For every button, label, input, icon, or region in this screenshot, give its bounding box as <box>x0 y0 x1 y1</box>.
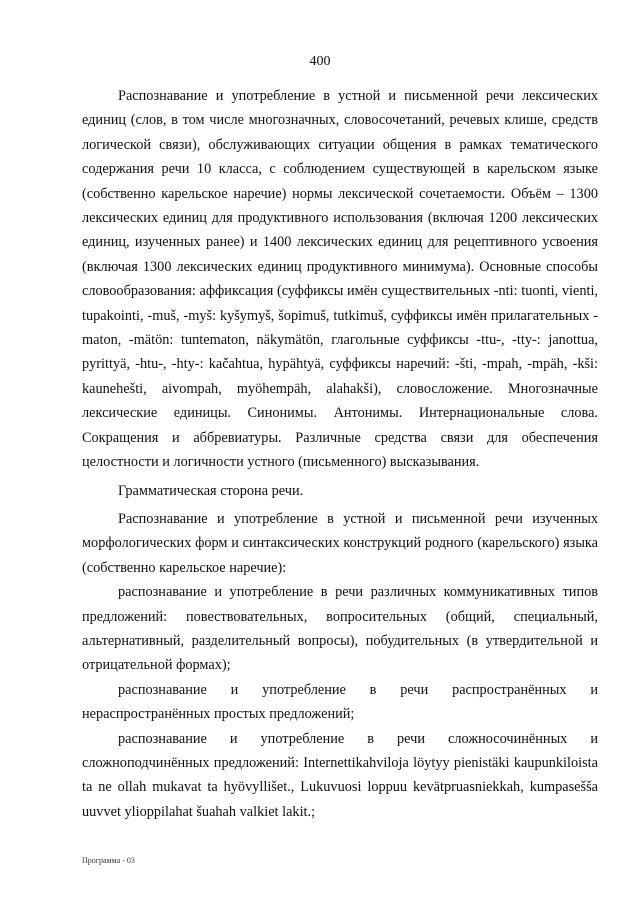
page-footer: Программа - 03 <box>82 856 135 865</box>
paragraph-lexical-units: Распознавание и употребление в устной и письменной речи лексических единиц (слов, в том числе многозначных, словосочетаний, речевых клише, средств логической связи), обслуживающих ситуации общения в рамках тематического содержания речи 10 класса, с соблюдением существующей в карельском языке (собственно карельское наречие) нормы лексической сочетаемости. Объём – 1300 лексических единиц для продуктивного использования (включая 1200 лексических единиц, изученных ранее) и 1400 лексических единиц для рецептивного усвоения (включая 1300 лексических единиц продуктивного минимума). Основные способы словообразования: аффиксация (суффиксы имён существительных -nti: tuonti, vienti, tupakointi, -muš, -myš: kyšymyš, šopimuš, tutkimuš, суффиксы имён прилагательных -maton, -mätön: tuntematon, näkymätön, глагольные суффиксы -ttu-, -tty-: janottua, pyrittyä, -htu-, -hty-: kačahtua, hypähtyä, суффиксы наречий: -šti, -mpah, -mpäh, -kši: kaunehešti, aivompah, myöhempäh, alahakši), словосложение. Многозначные лексические единицы. Синонимы. Антонимы. Интернациональные слова. Сокращения и аббревиатуры. Различные средства связи для обеспечения целостности и логичности устного (письменного) высказывания. <box>82 88 598 471</box>
page-number: 400 <box>309 54 331 69</box>
paragraph-simple-sentences: распознавание и употребление в речи распространённых и нераспространённых простых предложений; <box>82 681 598 723</box>
paragraph-complex-sentences: распознавание и употребление в речи сложносочинённых и сложноподчинённых предложений: Internettikahviloja löytyy pienistäki kaupunkiloista ta ne ollah mukavat ta hyövyllišet., Lukuvuosi loppuu kevätpruasniekkah, kumpasešša uuvvet ylioppilahat šuahah valkiet lakit.; <box>82 730 598 820</box>
document-body <box>82 84 598 824</box>
paragraph-communicative-types: распознавание и употребление в речи различных коммуникативных типов предложений: повествовательных, вопросительных (общий, специальный, альтернативный, разделительный вопросы), побудительных (в утвердительной и отрицательной формах); <box>82 584 598 674</box>
paragraph-grammar-intro: Распознавание и употребление в устной и письменной речи изученных морфологических форм и синтаксических конструкций родного (карельского) языка (собственно карельское наречие): <box>82 510 598 576</box>
paragraph-grammar-heading: Грамматическая сторона речи. <box>118 482 304 499</box>
